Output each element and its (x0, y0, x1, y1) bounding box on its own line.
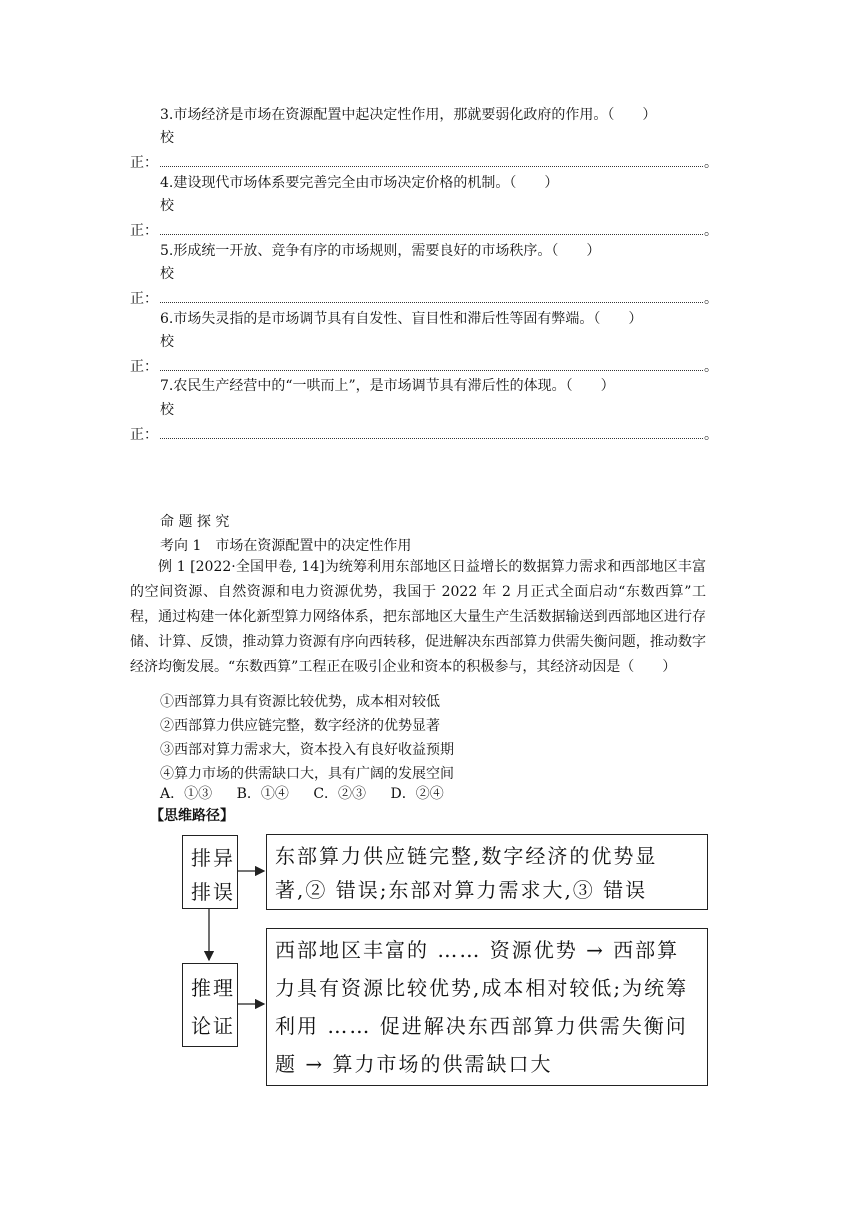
section-title: 命 题 探 究 (160, 514, 230, 530)
question-text: 5.形成统一开放、竞争有序的市场规则，需要良好的市场秩序。（ ） (160, 243, 601, 259)
direction-heading: 考向 1 市场在资源配置中的决定性作用 (160, 538, 412, 554)
statement-3: ③西部对算力需求大，资本投入有良好收益预期 (160, 742, 454, 758)
correction-label-top: 校 (160, 402, 174, 418)
question-text: 7.农民生产经营中的“一哄而上”，是市场调节具有滞后性的体现。（ ） (160, 378, 615, 394)
correction-label-top: 校 (160, 266, 174, 282)
correction-label-top: 校 (160, 198, 174, 214)
correction-label-top: 校 (160, 130, 174, 146)
correction-label-bottom: 正： (130, 223, 158, 239)
example-paragraph: 例 1 [2022·全国甲卷, 14]为统筹利用东部地区日益增长的数据算力需求和西部地区丰富的空间资源、自然资源和电力资源优势，我国于 2022 年 2 月正式全面启动“东数西算”工程，通过构建一体化新型算力网络体系，把东部地区大量生产生活数据输送到西部地区进行存储、计算、反馈，推动算力资源有序向西转移，促进解决东西部算力供需失衡问题，推动数字经济均衡发展。“东数西算”工程正在吸引企业和资本的积极参与，其经济动因是（ ） (130, 559, 706, 675)
period-mark: 。 (704, 359, 718, 375)
correction-label-top: 校 (160, 334, 174, 350)
question-text: 4.建设现代市场体系要完善完全由市场决定价格的机制。（ ） (160, 175, 559, 191)
period-mark: 。 (704, 223, 718, 239)
label-line-2: 论证 (191, 1014, 235, 1038)
question-text: 3.市场经济是市场在资源配置中起决定性作用，那就要弱化政府的作用。（ ） (160, 107, 657, 123)
option-a[interactable]: A．①③ (160, 786, 213, 802)
box-text: 东部算力供应链完整,数字经济的优势显著,② 错误;东部对算力需求大,③ 错误 (275, 844, 658, 902)
period-mark: 。 (704, 427, 718, 443)
label-line-1: 推理 (191, 976, 235, 1000)
statement-2: ②西部算力供应链完整，数字经济的优势显著 (160, 718, 440, 734)
question-text: 6.市场失灵指的是市场调节具有自发性、盲目性和滞后性等固有弊端。（ ） (160, 311, 643, 327)
correction-label-bottom: 正： (130, 427, 158, 443)
correction-label-bottom: 正： (130, 155, 158, 171)
label-line-2: 排误 (191, 880, 235, 904)
option-d[interactable]: D．②④ (390, 786, 444, 802)
label-line-1: 排异 (191, 846, 235, 870)
period-mark: 。 (704, 155, 718, 171)
thinking-path-label: 【思维路径】 (150, 808, 234, 824)
option-c[interactable]: C．②③ (313, 786, 367, 802)
correction-label-bottom: 正： (130, 359, 158, 375)
option-b[interactable]: B．①④ (236, 786, 289, 802)
box-text: 西部地区丰富的 …… 资源优势 → 西部算力具有资源比较优势,成本相对较低;为统筹利用 …… 促进解决东西部算力供需失衡问题 → 算力市场的供需缺口大 (275, 938, 689, 1076)
correction-label-bottom: 正： (130, 291, 158, 307)
statement-4: ④算力市场的供需缺口大，具有广阔的发展空间 (160, 766, 454, 782)
statement-1: ①西部算力具有资源比较优势，成本相对较低 (160, 694, 440, 710)
period-mark: 。 (704, 291, 718, 307)
